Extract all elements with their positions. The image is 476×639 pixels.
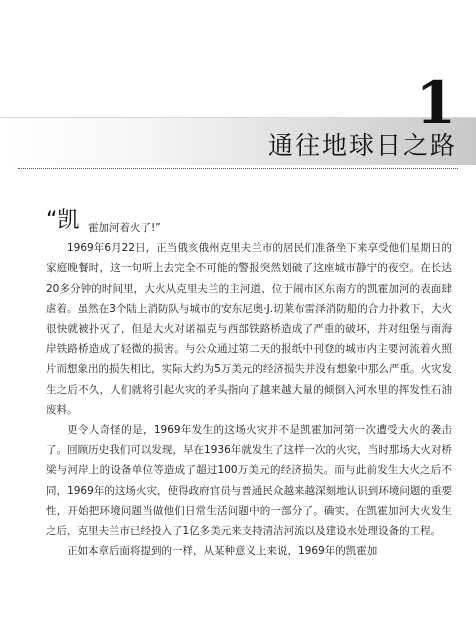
drop-cap: “凯 — [46, 208, 80, 233]
header-band-edge — [0, 117, 476, 118]
body-text — [46, 218, 452, 561]
paragraph-3: 正如本章后面将提到的一样，从某种意义上来说，1969年的凯霍加 — [67, 545, 378, 558]
opening-line — [46, 218, 452, 238]
paragraph-2: 更令人奇怪的是，1969年发生的这场火灾并不是凯霍加河第一次遭受大火的袭击了。回顾历史我们可以发现，早在1936年就发生了这样一次的火灾，当时那场大火对桥梁与河岸上的设备单位等造成了超过100万美元的经济损失。而与此前发生大火之后不同，1969年的这场火灾，使得政府官员与普通民众越来越深刻地认识到环境问题的重要性，开始把环境问题当做他们日常生活问题中的一部分了。确实，在凯霍加河大火发生之后，克里夫兰市已经投入了1亿多美元来支持清洁河流以及建设水处理设备的工程。 — [46, 424, 452, 538]
chapter-title: 通往地球日之路 — [268, 131, 458, 160]
chapter-divider — [18, 168, 458, 169]
opening-line-text: 霍加河着火了!” — [88, 222, 161, 234]
chapter-number: 1 — [415, 69, 456, 137]
paragraph-1: 1969年6月22日，正当俄亥俄州克里夫兰市的居民们准备坐下来享受他们星期日的家庭晚餐时，这一句听上去完全不可能的警报突然划破了这座城市静宁的夜空。在长达20多分钟的时间里，大火从克里夫兰的主河道、位于闹市区东南方的凯霍加河的表面肆虐着。虽然在3个陆上消防队与城市的安东尼奥·J.切莱布雷泽消防船的合力扑救下，大火很快就被扑灭了，但是大火对诺福克与西部铁路桥造成了严重的破坏，并对纽堡与南海岸铁路桥造成了轻微的损害。与公众通过第二天的报纸中刊登的城市内主要河流着火照片而想象出的损失相比，实际大约为5万美元的经济损失并没有想象中那么严重。火灾发生之后不久，人们就将引起火灾的矛头指向了越来越大量的倾倒入河水里的挥发性石油废料。 — [46, 242, 452, 416]
